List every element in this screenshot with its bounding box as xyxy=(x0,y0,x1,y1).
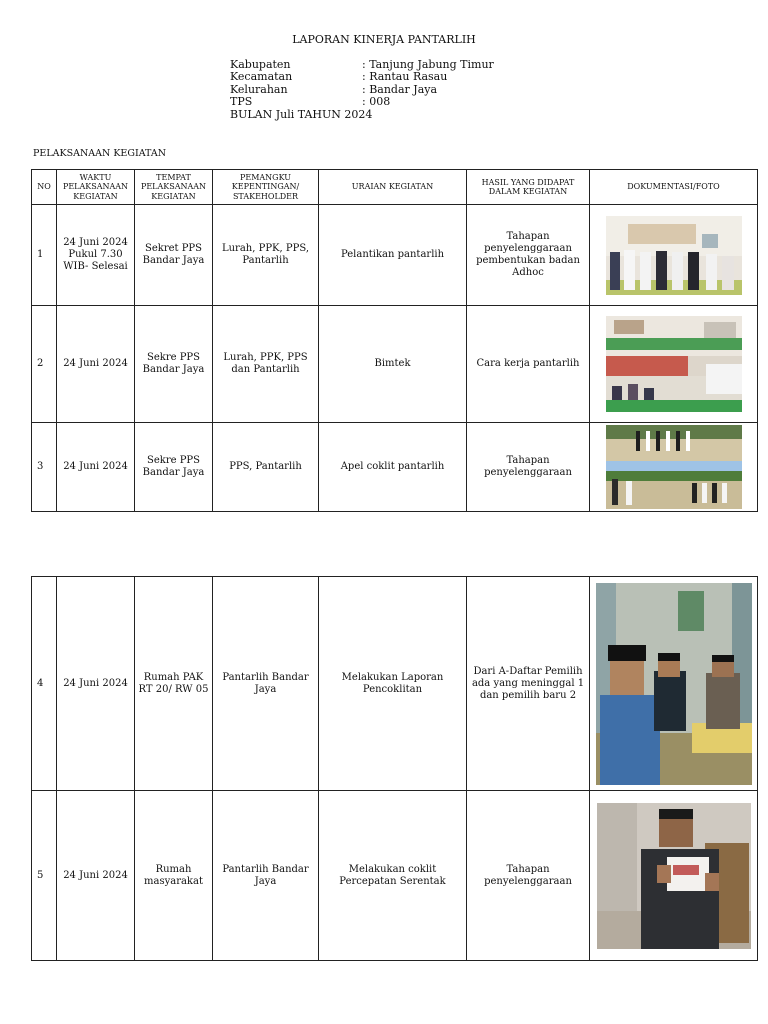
cell-hasil: Tahapan penyelenggaraan pembentukan badan Adhoc xyxy=(467,205,590,306)
cell-pemangku: Lurah, PPK, PPS, Pantarlih xyxy=(213,205,319,306)
header-pemangku: PEMANGKU KEPENTINGAN/ STAKEHOLDER xyxy=(213,170,319,205)
cell-uraian: Bimtek xyxy=(319,306,467,423)
photo-coklit-serentak xyxy=(597,803,751,949)
table-row xyxy=(32,791,758,961)
meta-key: Kecamatan xyxy=(230,70,293,84)
table-header-row xyxy=(32,170,758,205)
cell-uraian: Pelantikan pantarlih xyxy=(319,205,467,306)
photo-apel-coklit xyxy=(606,425,742,509)
cell-no: 2 xyxy=(32,306,57,423)
meta-key: Kelurahan xyxy=(230,82,288,96)
cell-tempat: Sekret PPS Bandar Jaya xyxy=(135,205,213,306)
cell-hasil: Cara kerja pantarlih xyxy=(467,306,590,423)
cell-waktu: 24 Juni 2024 xyxy=(57,577,135,791)
cell-no: 5 xyxy=(32,791,57,961)
cell-dokumentasi xyxy=(590,423,758,512)
report-period: BULAN Juli TAHUN 2024 xyxy=(230,107,373,121)
meta-value: : Tanjung Jabung Timur xyxy=(362,58,494,71)
header-uraian: URAIAN KEGIATAN xyxy=(319,170,467,205)
cell-dokumentasi xyxy=(590,306,758,423)
cell-tempat: Rumah PAK RT 20/ RW 05 xyxy=(135,577,213,791)
meta-key: TPS xyxy=(230,95,253,109)
cell-uraian: Melakukan Laporan Pencoklitan xyxy=(319,577,467,791)
cell-hasil: Tahapan penyelenggaraan xyxy=(467,791,590,961)
cell-uraian: Melakukan coklit Percepatan Serentak xyxy=(319,791,467,961)
header-no: NO xyxy=(32,170,57,205)
activity-table-continued xyxy=(31,576,758,961)
header-hasil: HASIL YANG DIDAPAT DALAM KEGIATAN xyxy=(467,170,590,205)
meta-value: : Bandar Jaya xyxy=(362,82,438,96)
cell-tempat: Sekre PPS Bandar Jaya xyxy=(135,423,213,512)
photo-laporan-pencoklitan xyxy=(596,583,752,785)
cell-no: 3 xyxy=(32,423,57,512)
cell-pemangku: Pantarlih Bandar Jaya xyxy=(213,577,319,791)
cell-waktu: 24 Juni 2024 xyxy=(57,423,135,512)
cell-pemangku: PPS, Pantarlih xyxy=(213,423,319,512)
cell-pemangku: Lurah, PPK, PPS dan Pantarlih xyxy=(213,306,319,423)
meta-value: : Rantau Rasau xyxy=(362,70,448,84)
report-meta xyxy=(230,59,494,121)
cell-no: 1 xyxy=(32,205,57,306)
cell-hasil: Dari A-Daftar Pemilih ada yang meninggal 1 dan pemilih baru 2 xyxy=(467,577,590,791)
table-row xyxy=(32,205,758,306)
report-title: LAPORAN KINERJA PANTARLIH xyxy=(292,33,476,46)
table-row xyxy=(32,577,758,791)
cell-dokumentasi xyxy=(590,791,758,961)
header-waktu: WAKTU PELAKSANAAN KEGIATAN xyxy=(57,170,135,205)
header-dokumentasi: DOKUMENTASI/FOTO xyxy=(590,170,758,205)
cell-uraian: Apel coklit pantarlih xyxy=(319,423,467,512)
cell-waktu: 24 Juni 2024 xyxy=(57,791,135,961)
cell-hasil: Tahapan penyelenggaraan xyxy=(467,423,590,512)
cell-waktu: 24 Juni 2024 xyxy=(57,306,135,423)
meta-value: : 008 xyxy=(362,95,391,109)
table-row xyxy=(32,423,758,512)
cell-tempat: Sekre PPS Bandar Jaya xyxy=(135,306,213,423)
activity-table xyxy=(31,169,758,512)
meta-key: Kabupaten xyxy=(230,58,291,71)
meta-row-kecamatan xyxy=(230,71,494,83)
photo-inauguration xyxy=(606,216,742,295)
section-title: PELAKSANAAN KEGIATAN xyxy=(33,148,167,159)
meta-row-tps xyxy=(230,96,494,108)
header-tempat: TEMPAT PELAKSANAAN KEGIATAN xyxy=(135,170,213,205)
cell-dokumentasi xyxy=(590,205,758,306)
table-row xyxy=(32,306,758,423)
cell-dokumentasi xyxy=(590,577,758,791)
cell-waktu: 24 Juni 2024 Pukul 7.30 WIB- Selesai xyxy=(57,205,135,306)
cell-tempat: Rumah masyarakat xyxy=(135,791,213,961)
cell-pemangku: Pantarlih Bandar Jaya xyxy=(213,791,319,961)
photo-bimtek xyxy=(606,316,742,412)
cell-no: 4 xyxy=(32,577,57,791)
